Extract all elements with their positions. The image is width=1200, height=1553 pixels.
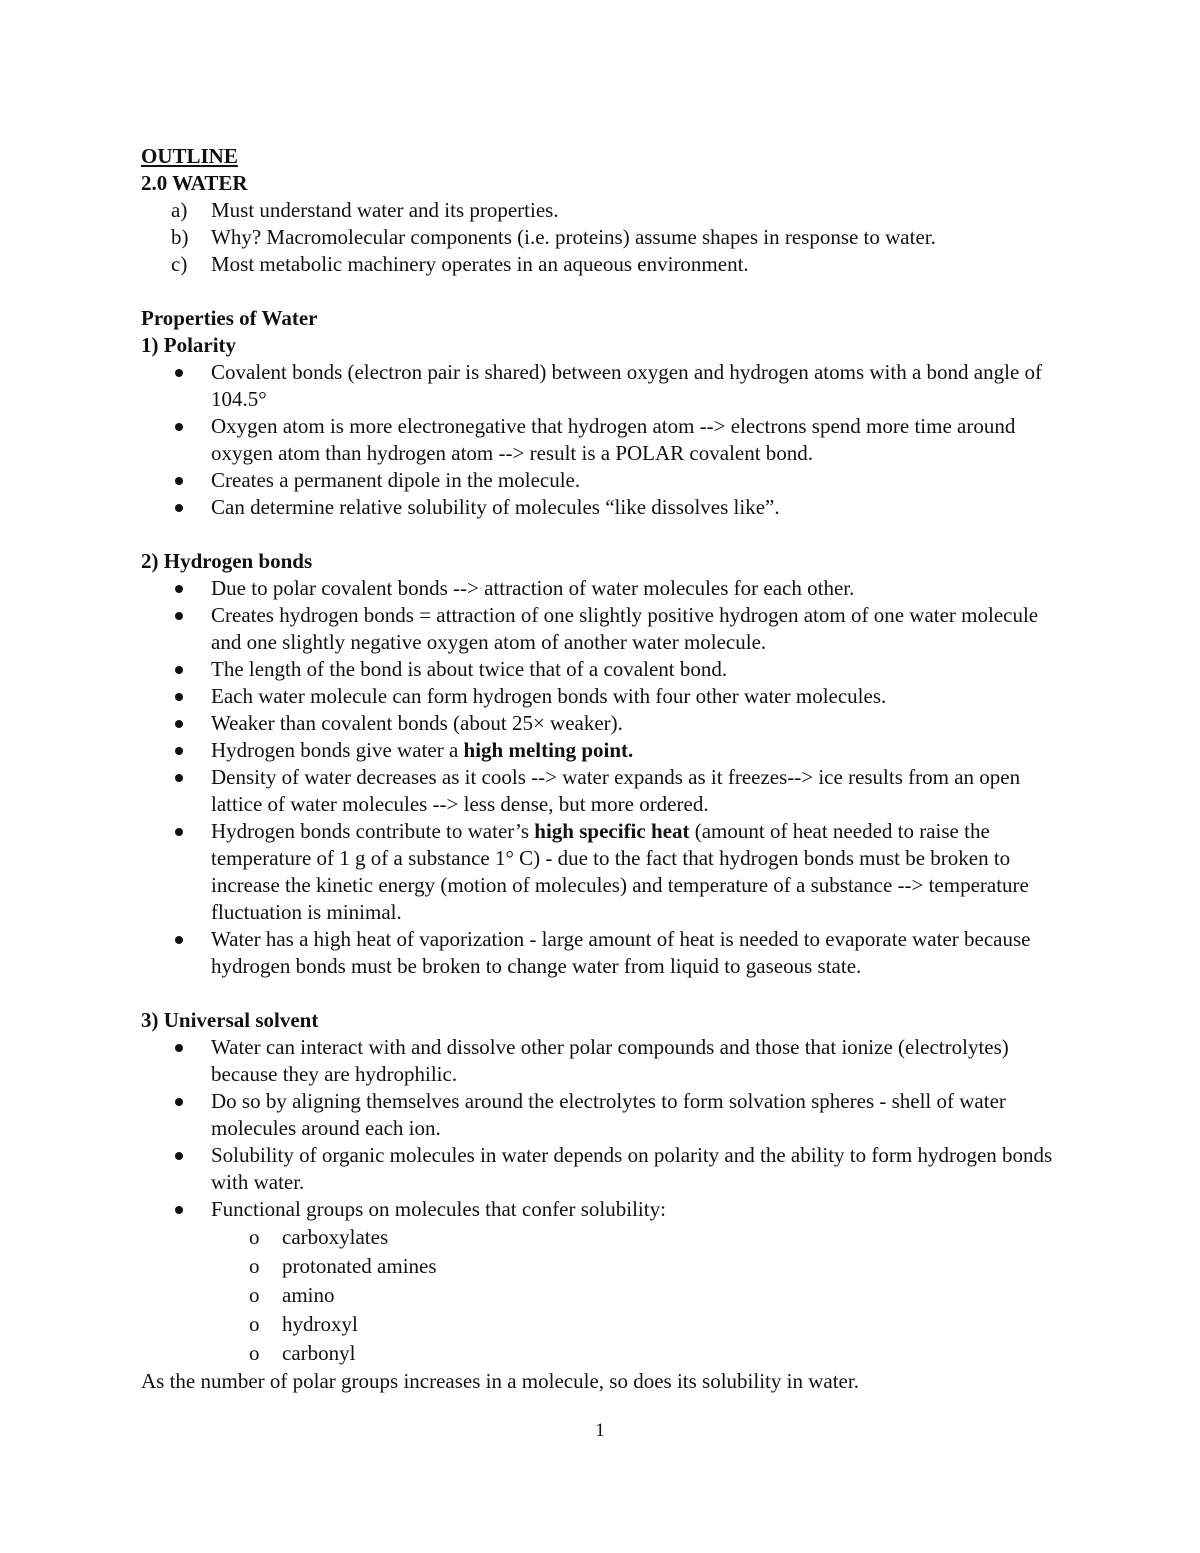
list-item: o hydroxyl (141, 1310, 1061, 1339)
emphasis-text: high melting point. (463, 738, 634, 762)
bullet-icon (175, 612, 183, 620)
section-title: 2.0 WATER (141, 171, 248, 195)
list-item: Hydrogen bonds contribute to water’s high specific heat (amount of heat needed to raise the temperature of 1 g of a substance 1° C) - due to the fact that hydrogen bonds must be broken to increase the kinetic energy (motion of molecules) and temperature of a substance --> temperature fluctuation is minimal. (141, 818, 1061, 926)
outline-list (141, 197, 1061, 278)
list-item: o carboxylates (141, 1223, 1061, 1252)
list-item: o protonated amines (141, 1252, 1061, 1281)
outline-item (141, 224, 1061, 251)
bullet-icon (175, 477, 183, 485)
list-item: Weaker than covalent bonds (about 25× weaker). (141, 710, 1061, 737)
bullet-icon (175, 1206, 183, 1214)
circle-bullet-icon: o (249, 1312, 260, 1336)
emphasis-text: high specific heat (534, 819, 690, 843)
properties-title: Properties of Water (141, 306, 318, 330)
bullet-icon (175, 936, 183, 944)
bullet-icon (175, 1098, 183, 1106)
list-item: Do so by aligning themselves around the electrolytes to form solvation spheres - shell of water molecules around each ion. (141, 1088, 1061, 1142)
hydrogen-bonds-heading: 2) Hydrogen bonds (141, 549, 313, 573)
bullet-icon (175, 747, 183, 755)
list-marker: c) (171, 252, 188, 276)
list-item: Creates hydrogen bonds = attraction of one slightly positive hydrogen atom of one water molecule and one slightly negative oxygen atom of another water molecule. (141, 602, 1061, 656)
universal-solvent-heading: 3) Universal solvent (141, 1008, 319, 1032)
list-item: Hydrogen bonds give water a high melting point. (141, 737, 1061, 764)
outline-item-text: Why? Macromolecular components (i.e. proteins) assume shapes in response to water. (211, 225, 936, 249)
bullet-icon (175, 1044, 183, 1052)
bullet-icon (175, 585, 183, 593)
list-item: Water can interact with and dissolve other polar compounds and those that ionize (electrolytes) because they are hydrophilic. (141, 1034, 1061, 1088)
circle-bullet-icon: o (249, 1254, 260, 1278)
outline-title: OUTLINE (141, 144, 238, 168)
bullet-icon (175, 693, 183, 701)
list-item: Covalent bonds (electron pair is shared) between oxygen and hydrogen atoms with a bond angle of 104.5° (141, 359, 1061, 413)
bullet-icon (175, 423, 183, 431)
list-item: Creates a permanent dipole in the molecule. (141, 467, 1061, 494)
outline-item-text: Must understand water and its properties. (211, 198, 559, 222)
list-marker: b) (171, 225, 189, 249)
functional-groups-list (141, 1223, 1061, 1368)
bullet-icon (175, 828, 183, 836)
bullet-icon (175, 504, 183, 512)
list-marker: a) (171, 198, 188, 222)
list-item: o amino (141, 1281, 1061, 1310)
list-item: The length of the bond is about twice that of a covalent bond. (141, 656, 1061, 683)
bullet-icon (175, 369, 183, 377)
outline-item-text: Most metabolic machinery operates in an aqueous environment. (211, 252, 749, 276)
circle-bullet-icon: o (249, 1341, 260, 1365)
universal-solvent-list (141, 1034, 1061, 1223)
list-item: Can determine relative solubility of molecules “like dissolves like”. (141, 494, 1061, 521)
circle-bullet-icon: o (249, 1225, 260, 1249)
circle-bullet-icon: o (249, 1283, 260, 1307)
bullet-icon (175, 774, 183, 782)
document-body (141, 143, 1061, 1395)
hydrogen-bonds-list (141, 575, 1061, 980)
polarity-heading: 1) Polarity (141, 333, 237, 357)
list-item: Functional groups on molecules that confer solubility: (141, 1196, 1061, 1223)
list-item: Water has a high heat of vaporization - large amount of heat is needed to evaporate water because hydrogen bonds must be broken to change water from liquid to gaseous state. (141, 926, 1061, 980)
list-item: Solubility of organic molecules in water depends on polarity and the ability to form hydrogen bonds with water. (141, 1142, 1061, 1196)
polarity-list (141, 359, 1061, 521)
outline-item (141, 197, 1061, 224)
page-number: 1 (595, 1420, 605, 1441)
outline-item (141, 251, 1061, 278)
closing-paragraph: As the number of polar groups increases in a molecule, so does its solubility in water. (141, 1369, 859, 1393)
list-item: Density of water decreases as it cools --> water expands as it freezes--> ice results from an open lattice of water molecules --> less dense, but more ordered. (141, 764, 1061, 818)
bullet-icon (175, 666, 183, 674)
list-item: Due to polar covalent bonds --> attraction of water molecules for each other. (141, 575, 1061, 602)
list-item: Oxygen atom is more electronegative that hydrogen atom --> electrons spend more time around oxygen atom than hydrogen atom --> result is a POLAR covalent bond. (141, 413, 1061, 467)
bullet-icon (175, 1152, 183, 1160)
list-item: Each water molecule can form hydrogen bonds with four other water molecules. (141, 683, 1061, 710)
list-item: o carbonyl (141, 1339, 1061, 1368)
bullet-icon (175, 720, 183, 728)
